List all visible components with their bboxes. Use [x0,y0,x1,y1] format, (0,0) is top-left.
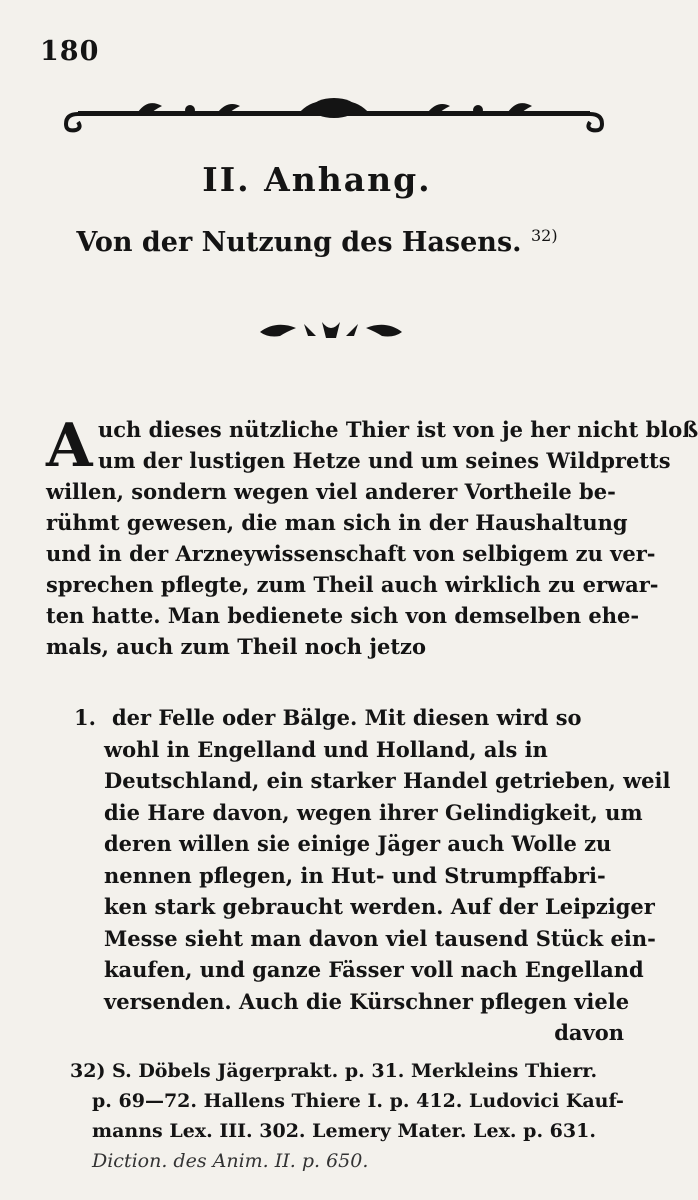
text-line: die Hare davon, wegen ihrer Gelindigkeit, um [104,799,643,825]
drop-cap: A [46,411,93,481]
text-line: versenden. Auch die Kürschner pflegen viele [104,988,630,1014]
text-line: uch dieses nützliche Thier ist von je her nicht bloß [98,417,698,442]
page-number: 180 [40,36,100,67]
footnote-line: p. 69—72. Hallens Thiere I. p. 412. Ludovici Kauf- [92,1090,624,1112]
footnote [70,1056,626,1176]
text-line: davon [554,1020,624,1045]
section-heading: II. Anhang. [202,160,432,199]
text-line: ten hatte. Man bedienete sich von demselben ehe- [46,603,640,628]
text-line: wohl in Engelland und Holland, als in [104,736,548,762]
text-line: kaufen, und ganze Fässer voll nach Engelland [104,957,644,982]
ornamental-header-rule [58,92,610,138]
numbered-item [74,702,671,1049]
text-line: deren willen sie einige Jäger auch Wolle zu [104,831,612,856]
handwritten-annotation: Diction. des Anim. II. p. 650. [92,1150,369,1172]
item-number: 1. [74,705,96,730]
text-line: um der lustigen Hetze und um seines Wildpretts [98,448,671,473]
text-line: Messe sieht man davon viel tausend Stück ein- [104,925,656,951]
subheading-text: Von der Nutzung des Hasens. [76,227,522,258]
text-line: Deutschland, ein starker Handel getrieben, weil [104,768,671,793]
footnote-line: manns Lex. III. 302. Lemery Mater. Lex. p. 631. [92,1120,596,1142]
text-line: ken stark gebraucht werden. Auf der Leipziger [104,894,655,919]
text-line: nennen pflegen, in Hut- und Strumpffabri- [104,862,606,888]
text-line: mals, auch zum Theil noch jetzo [46,634,426,659]
text-line: sprechen pflegte, zum Theil auch wirklich zu erwar- [46,572,659,597]
footnote-reference: 32) [530,226,558,245]
text-line: und in der Arzneywissenschaft von selbigem zu ver- [46,541,656,566]
ornamental-divider [256,318,406,342]
footnote-line: 32) S. Döbels Jägerprakt. p. 31. Merkleins Thierr. [70,1060,598,1082]
text-line: rühmt gewesen, die man sich in der Haushaltung [46,510,628,535]
text-line: der Felle oder Bälge. Mit diesen wird so [112,705,582,730]
section-subheading [0,226,634,258]
main-paragraph [46,411,698,662]
text-line: willen, sondern wegen viel anderer Vortheile be- [46,479,616,504]
